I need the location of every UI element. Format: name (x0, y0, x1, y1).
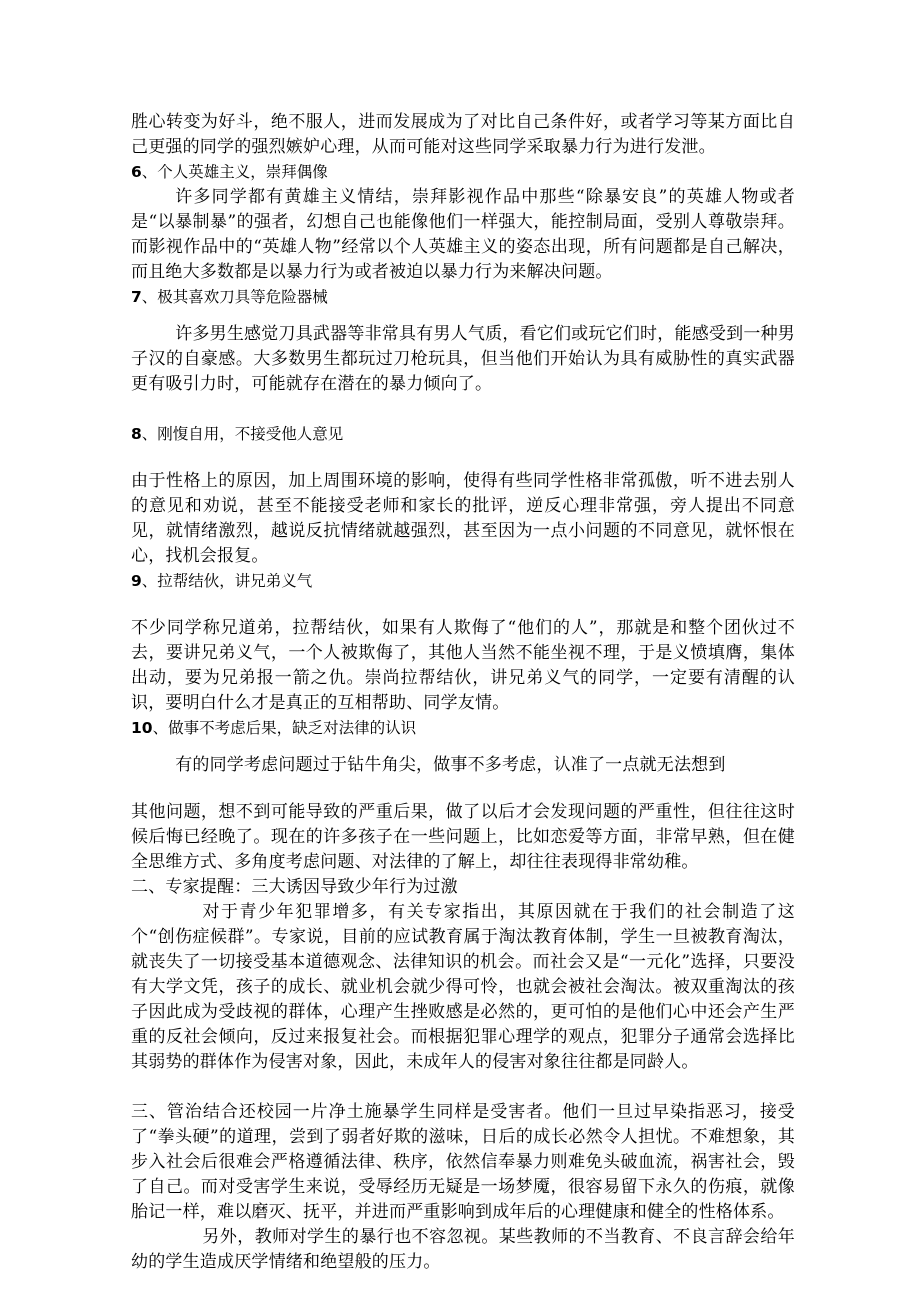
paragraph-9: 不少同学称兄道弟，拉帮结伙，如果有人欺侮了“他们的人”，那就是和整个团伙过不去，要讲兄弟义气，一个人被欺侮了，其他人当然不能坐视不理，于是义愤填膺，集体出动，要为兄弟报一箭之仇。崇尚拉帮结伙，讲兄弟义气的同学，一定要有清醒的认识，要明白什么才是真正的互相帮助、同学友情。 (131, 618, 795, 713)
paragraph-intro: 胜心转变为好斗，绝不服人，进而发展成为了对比自己条件好，或者学习等某方面比自己更强的同学的强烈嫉妒心理，从而可能对这些同学采取暴力行为进行发泄。 (131, 112, 795, 157)
spacer (131, 310, 795, 322)
heading-10 (131, 716, 795, 741)
spacer (131, 447, 795, 469)
paragraph-10-first-line: 有的同学考虑问题过于钻牛角尖，做事不多考虑，认准了一点就无法想到 (175, 755, 726, 775)
heading-8-number: 8 (131, 425, 142, 443)
heading-expert-reminder: 二、专家提醒：三大诱因导致少年行为过激 (131, 877, 458, 897)
spacer (131, 778, 795, 800)
paragraph-expert: 对于青少年犯罪增多，有关专家指出，其原因就在于我们的社会制造了这个“创伤症候群”。专家说，目前的应试教育属于淘汰教育体制，学生一旦被教育淘汰，就丧失了一切接受基本道德观念、法律知识的机会。而社会又是“一元化”选择，只要没有大学文凭，孩子的成长、就业机会就少得可怜，也就会被社会淘汰。被双重淘汰的孩子因此成为受歧视的群体，心理产生挫败感是必然的，更可怕的是他们心中还会产生严重的反社会倾向，反过来报复社会。而根据犯罪心理学的观点，犯罪分子通常会选择比其弱势的群体作为侵害对象，因此，未成年人的侵害对象往往都是同龄人。 (131, 902, 795, 1072)
heading-9 (131, 569, 795, 594)
paragraph-10-continued: 其他问题，想不到可能导致的严重后果，做了以后才会发现问题的严重性，但往往这时候后悔已经晚了。现在的许多孩子在一些问题上，比如恋爱等方面，非常早熟，但在健全思维方式、多角度考虑问题、对法律的了解上，却往往表现得非常幼稚。 (131, 802, 795, 872)
heading-7-text: 、极其喜欢刀具等危险器械 (141, 288, 328, 306)
heading-7-number: 7 (131, 288, 142, 306)
heading-8-text: 、刚愎自用，不接受他人意见 (141, 425, 344, 443)
paragraph-7: 许多男生感觉刀具武器等非常具有男人气质，看它们或玩它们时，能感受到一种男子汉的自豪感。大多数男生都玩过刀枪玩具，但当他们开始认为具有威胁性的真实武器更有吸引力时，可能就存在潜在的暴力倾向了。 (131, 324, 795, 394)
heading-6-text: 、个人英雄主义，崇拜偶像 (141, 163, 328, 181)
paragraph-6: 许多同学都有黄雄主义情结，崇拜影视作品中那些“除暴安良”的英雄人物或者是“以暴制暴”的强者，幻想自己也能像他们一样强大，能控制局面，受别人尊敬崇拜。而影视作品中的“英雄人物”经常以个人英雄主义的姿态出现，所有问题都是自己解决，而且绝大多数都是以暴力行为或者被迫以暴力行为来解决问题。 (131, 187, 795, 282)
heading-6-number: 6 (131, 163, 142, 181)
spacer (131, 397, 795, 422)
spacer (131, 741, 795, 753)
paragraph-section-three: 三、管治结合还校园一片净土施暴学生同样是受害者。他们一旦过早染指恶习，接受了“拳头硬”的道理，尝到了弱者好欺的滋味，日后的成长必然令人担忧。不难想象，其步入社会后很难会严格遵循法律、秩序，依然信奉暴力则难免头破血流，祸害社会，毁了自己。而对受害学生来说，受辱经历无疑是一场梦魇，很容易留下永久的伤痕，就像胎记一样，难以磨灭、抚平，并进而严重影响到成年后的心理健康和健全的性格体系。 (131, 1102, 795, 1222)
spacer (131, 1075, 795, 1100)
paragraph-8: 由于性格上的原因，加上周围环境的影响，使得有些同学性格非常孤傲，听不进去别人的意见和劝说，甚至不能接受老师和家长的批评，逆反心理非常强，旁人提出不同意见，就情绪激烈，越说反抗情绪就越强烈，甚至因为一点小问题的不同意见，就怀恨在心，找机会报复。 (131, 471, 795, 566)
heading-8 (131, 422, 795, 447)
heading-6 (131, 160, 795, 185)
heading-10-text: 、做事不考虑后果，缺乏对法律的认识 (152, 719, 417, 737)
document-page (131, 110, 795, 1275)
heading-10-number: 10 (131, 719, 153, 737)
heading-7 (131, 285, 795, 310)
spacer (131, 594, 795, 616)
heading-9-text: 、拉帮结伙，讲兄弟义气 (141, 572, 313, 590)
heading-9-number: 9 (131, 572, 142, 590)
paragraph-teacher: 另外，教师对学生的暴行也不容忽视。某些教师的不当教育、不良言辞会给年幼的学生造成厌学情绪和绝望般的压力。 (131, 1227, 795, 1272)
